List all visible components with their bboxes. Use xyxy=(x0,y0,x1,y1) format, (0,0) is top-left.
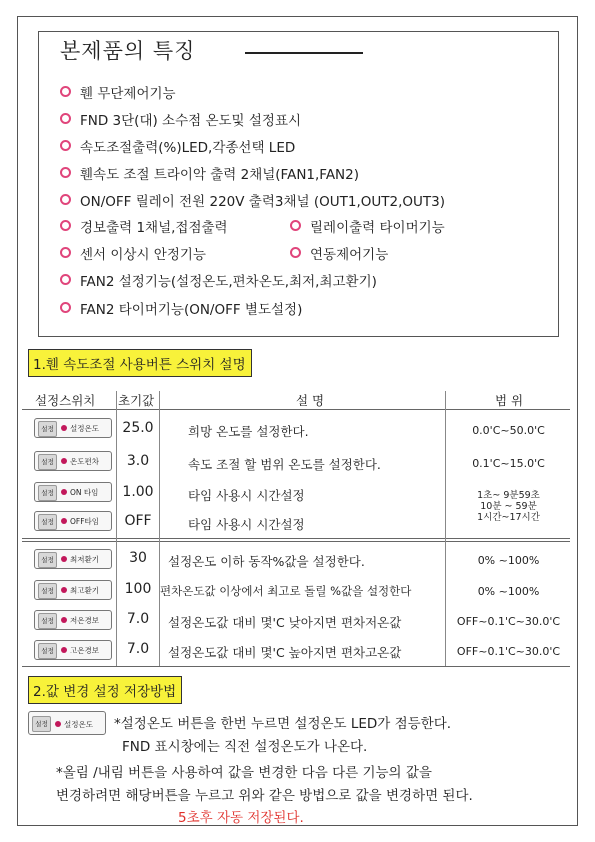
set-button[interactable]: 설정 xyxy=(38,583,57,599)
on-time-switch[interactable]: 설정 ON 타임 xyxy=(34,482,112,502)
initial-value: 3.0 xyxy=(126,453,150,469)
bullet-icon xyxy=(60,113,71,124)
feature-item: 센서 이상시 안정기능 xyxy=(60,243,206,263)
row-description: 설정온도값 대비 몇'C 낮아지면 편차저온값 xyxy=(168,615,402,630)
bullet-icon xyxy=(60,274,71,285)
row-range: 0.0'C~50.0'C xyxy=(472,424,545,437)
off-time-switch[interactable]: 설정 OFF타임 xyxy=(34,511,112,531)
temperature-deviation-switch[interactable]: 설정 온도편차 xyxy=(34,451,112,471)
row-range: OFF~0.1'C~30.0'C xyxy=(456,645,561,658)
time-range: 10분 ~ 59분 xyxy=(480,501,537,512)
time-range: 1시간~17시간 xyxy=(477,512,540,523)
bullet-icon xyxy=(60,86,71,97)
feature-item: FAN2 설정기능(설정온도,편차온도,최저,최고환기) xyxy=(60,270,377,290)
group-rule xyxy=(22,541,570,542)
features-box xyxy=(38,31,559,337)
bullet-icon xyxy=(60,302,71,313)
initial-value: OFF xyxy=(124,513,152,529)
initial-value: 7.0 xyxy=(126,611,150,627)
bullet-icon xyxy=(60,247,71,258)
row-description: 속도 조절 할 범위 온도를 설정한다. xyxy=(188,457,381,472)
method-line: *올림 /내림 버튼을 사용하여 값을 변경한 다음 다른 기능의 값을 xyxy=(56,765,432,781)
feature-item: FAN2 타이머기능(ON/OFF 별도설정) xyxy=(60,298,302,318)
initial-value: 30 xyxy=(129,550,147,566)
row-range: 0.1'C~15.0'C xyxy=(472,457,545,470)
high-temp-alarm-switch[interactable]: 설정 고온경보 xyxy=(34,640,112,660)
header-description: 설 명 xyxy=(296,393,325,408)
features-title: 본제품의 특징 xyxy=(60,39,196,63)
bullet-icon xyxy=(290,220,301,231)
set-button[interactable]: 설정 xyxy=(38,485,57,501)
set-button[interactable]: 설정 xyxy=(38,643,57,659)
row-description: 설정온도값 대비 몇'C 높아지면 편차고온값 xyxy=(168,645,402,660)
set-button[interactable]: 설정 xyxy=(38,421,57,437)
row-description: 설정온도 이하 동작%값을 설정한다. xyxy=(168,554,365,569)
set-button[interactable]: 설정 xyxy=(38,514,57,530)
column-divider xyxy=(445,391,446,666)
method-line: 변경하려면 해당버튼을 누르고 위와 같은 방법으로 값을 변경하면 된다. xyxy=(56,788,473,804)
title-rule xyxy=(245,52,363,54)
led-icon xyxy=(61,489,67,495)
feature-item: 휀속도 조절 트라이악 출력 2채널(FAN1,FAN2) xyxy=(60,163,359,183)
row-range: OFF~0.1'C~30.0'C xyxy=(456,615,561,628)
initial-value: 100 xyxy=(124,581,152,597)
set-button[interactable]: 설정 xyxy=(38,454,57,470)
led-icon xyxy=(61,587,67,593)
feature-item: 릴레이출력 타이머기능 xyxy=(290,216,445,236)
min-ventilation-switch[interactable]: 설정 최저환기 xyxy=(34,549,112,569)
set-button[interactable]: 설정 xyxy=(32,716,51,732)
row-description: 희망 온도를 설정한다. xyxy=(188,424,309,439)
header-initial: 초기값 xyxy=(118,393,155,408)
feature-item: 휀 무단제어기능 xyxy=(60,82,176,102)
led-icon xyxy=(61,556,67,562)
bullet-icon xyxy=(60,167,71,178)
row-range: 0% ~100% xyxy=(477,585,540,598)
section2-title: 2.값 변경 설정 저장방법 xyxy=(28,676,182,704)
low-temp-alarm-switch[interactable]: 설정 저온경보 xyxy=(34,610,112,630)
led-icon xyxy=(61,458,67,464)
method-line: *설정온도 버튼을 한번 누르면 설정온도 LED가 점등한다. xyxy=(114,716,452,732)
bullet-icon xyxy=(60,220,71,231)
table-bottom-rule xyxy=(22,666,570,667)
led-icon xyxy=(55,721,61,727)
led-icon xyxy=(61,425,67,431)
initial-value: 7.0 xyxy=(126,641,150,657)
auto-save-note: 5초후 자동 저장된다. xyxy=(178,810,304,826)
feature-item: 속도조절출력(%)LED,각종선택 LED xyxy=(60,136,295,156)
row-range: 0% ~100% xyxy=(477,554,540,567)
feature-item: 경보출력 1채널,접점출력 xyxy=(60,216,228,236)
time-range: 1초~ 9분59초 xyxy=(477,490,540,501)
bullet-icon xyxy=(290,247,301,258)
feature-item: 연동제어기능 xyxy=(290,243,388,263)
header-range: 범 위 xyxy=(495,393,524,408)
header-rule xyxy=(22,409,570,410)
led-icon xyxy=(61,518,67,524)
led-icon xyxy=(61,617,67,623)
row-description: 타임 사용시 시간설정 xyxy=(188,488,305,503)
bullet-icon xyxy=(60,140,71,151)
set-button[interactable]: 설정 xyxy=(38,552,57,568)
led-icon xyxy=(61,647,67,653)
set-temperature-switch[interactable]: 설정 설정온도 xyxy=(34,418,112,438)
column-divider xyxy=(159,391,160,666)
feature-item: ON/OFF 릴레이 전원 220V 출력3채널 (OUT1,OUT2,OUT3) xyxy=(60,190,445,210)
row-description: 타임 사용시 시간설정 xyxy=(188,517,305,532)
max-ventilation-switch[interactable]: 설정 최고환기 xyxy=(34,580,112,600)
feature-item: FND 3단(대) 소수점 온도및 설정표시 xyxy=(60,109,301,129)
group-rule xyxy=(22,538,570,539)
method-line: FND 표시창에는 직전 설정온도가 나온다. xyxy=(122,739,368,755)
column-divider xyxy=(116,391,117,666)
header-switch: 설정스위치 xyxy=(35,393,96,408)
bullet-icon xyxy=(60,194,71,205)
initial-value: 1.00 xyxy=(122,484,154,500)
initial-value: 25.0 xyxy=(122,420,154,436)
row-description: 편차온도값 이상에서 최고로 돌릴 %값을 설정한다 xyxy=(160,584,412,598)
set-temperature-button-example[interactable]: 설정 설정온도 xyxy=(28,711,106,735)
set-button[interactable]: 설정 xyxy=(38,613,57,629)
section1-title: 1.휀 속도조절 사용버튼 스위치 설명 xyxy=(28,349,252,377)
